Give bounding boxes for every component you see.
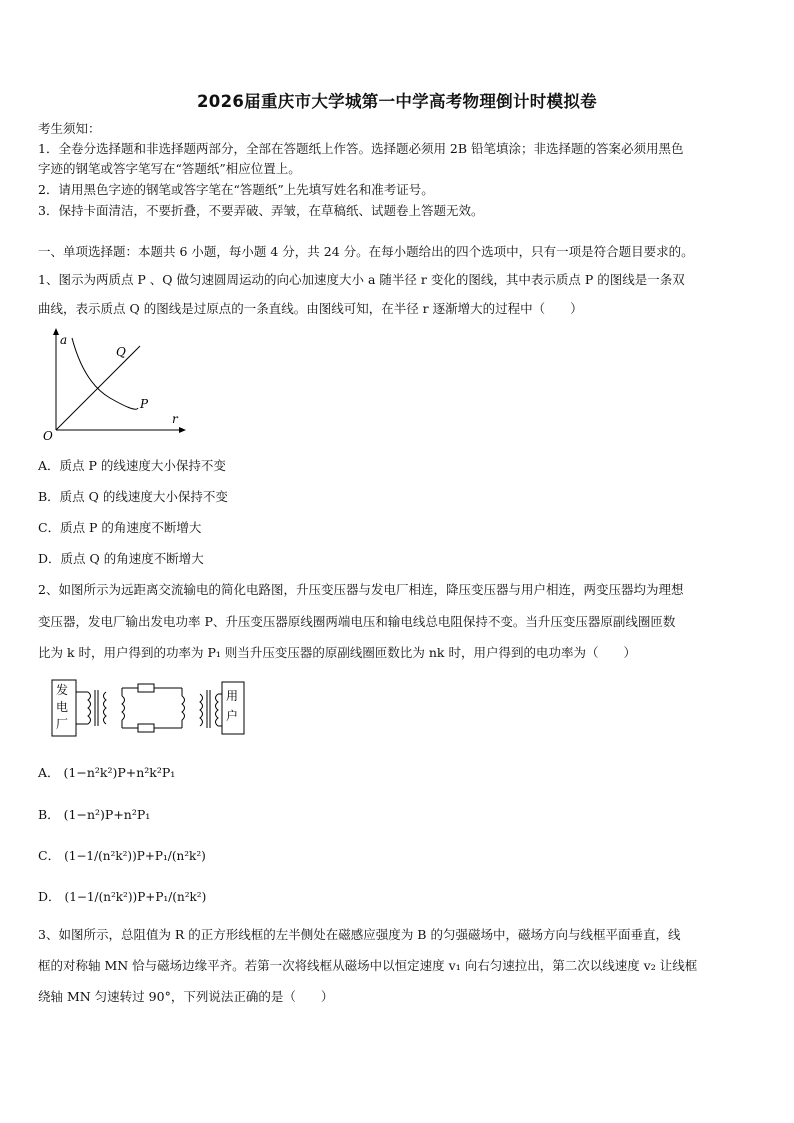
q2-circuit-diagram	[50, 678, 250, 740]
q3-stem-line2: 框的对称轴 MN 恰与磁场边缘平齐。若第一次将线框从磁场中以恒定速度 v₁ 向右匀速拉出，第二次以线速度 v₂ 让线框	[38, 958, 698, 973]
plant-label-1: 发	[56, 683, 69, 697]
plant-label-3: 厂	[56, 717, 69, 731]
line-resistor-top	[138, 684, 154, 692]
transmission-line	[122, 684, 185, 732]
q1-stem-line2: 曲线，表示质点 Q 的图线是过原点的一条直线。由图线可知，在半径 r 逐渐增大的过程中（ ）	[38, 301, 583, 316]
q2-option-a-expr: (1−n²k²)P+n²k²P₁	[63, 765, 176, 780]
q2-stem-line1: 2、如图所示为远距离交流输电的简化电路图，升压变压器与发电厂相连，降压变压器与用户相连，两变压器均为理想	[38, 582, 684, 597]
q1-option-b: B．质点 Q 的线速度大小保持不变	[38, 489, 228, 504]
user-label-2: 户	[226, 709, 239, 723]
q2-option-d	[38, 888, 206, 906]
q2-option-d-label: D．	[38, 889, 61, 904]
x-axis	[56, 427, 186, 433]
q2-option-b-label: B．	[38, 807, 60, 822]
exam-title: 2026届重庆市大学城第一中学高考物理倒计时模拟卷	[197, 92, 597, 111]
q2-option-a-label: A．	[38, 765, 60, 780]
q2-option-c-expr: (1−1/(n²k²))P+P₁/(n²k²)	[64, 849, 206, 863]
y-axis	[53, 328, 59, 430]
section-heading: 一、单项选择题：本题共 6 小题，每小题 4 分，共 24 分。在每小题给出的四个选项中，只有一项是符合题目要求的。	[38, 244, 694, 259]
q2-option-b	[38, 806, 150, 824]
user-label-1: 用	[226, 689, 239, 703]
q2-option-d-expr: (1−1/(n²k²))P+P₁/(n²k²)	[64, 890, 207, 904]
notice-item-1: 1．全卷分选择题和非选择题两部分，全部在答题纸上作答。选择题必须用 2B 铅笔填涂；非选择题的答案必须用黑色	[38, 141, 684, 156]
q1-option-a: A．质点 P 的线速度大小保持不变	[38, 458, 226, 473]
q1-option-c: C．质点 P 的角速度不断增大	[38, 520, 202, 535]
step-up-transformer	[76, 690, 106, 726]
q3-stem-line3: 绕轴 MN 匀速转过 90°，下列说法正确的是（ ）	[38, 989, 334, 1004]
curve-label-p: P	[140, 397, 149, 411]
origin-label: O	[43, 429, 53, 443]
notice-item-3: 3．保持卡面清洁，不要折叠，不要弄破、弄皱，在草稿纸、试题卷上答题无效。	[38, 203, 484, 218]
step-down-transformer	[200, 690, 222, 728]
axis-label-r: r	[172, 412, 178, 426]
q1-stem-line1: 1、图示为两质点 P 、Q 做匀速圆周运动的向心加速度大小 a 随半径 r 变化的图线，其中表示质点 P 的图线是一条双	[38, 272, 685, 287]
q2-option-c	[38, 847, 206, 865]
q2-option-a	[38, 764, 175, 782]
q2-option-b-expr: (1−n²)P+n²P₁	[63, 807, 151, 822]
notice-item-2: 2．请用黑色字迹的钢笔或答字笔在“答题纸”上先填写姓名和准考证号。	[38, 182, 434, 197]
notice-heading: 考生须知：	[38, 121, 101, 136]
notice-item-1-cont: 字迹的钢笔或答字笔写在“答题纸”相应位置上。	[38, 161, 301, 176]
curve-label-q: Q	[116, 345, 126, 359]
q3-stem-line1: 3、如图所示，总阻值为 R 的正方形线框的左半侧处在磁感应强度为 B 的匀强磁场中，磁场方向与线框平面垂直，线	[38, 927, 681, 942]
q-line	[56, 346, 140, 430]
p-curve	[72, 338, 138, 409]
q1-option-d: D．质点 Q 的角速度不断增大	[38, 551, 204, 566]
line-resistor-bottom	[138, 724, 154, 732]
plant-label-2: 电	[56, 700, 69, 714]
axis-label-a: a	[60, 333, 68, 347]
q2-stem-line3: 比为 k 时，用户得到的功率为 P₁ 则当升压变压器的原副线圈匝数比为 nk 时，用户得到的电功率为（ ）	[38, 645, 636, 660]
q2-option-c-label: C．	[38, 848, 61, 863]
q2-stem-line2: 变压器，发电厂输出发电功率 P、升压变压器原线圈两端电压和输电线总电阻保持不变。当升压变压器原副线圈匝数	[38, 614, 676, 629]
q1-graph	[40, 328, 190, 443]
